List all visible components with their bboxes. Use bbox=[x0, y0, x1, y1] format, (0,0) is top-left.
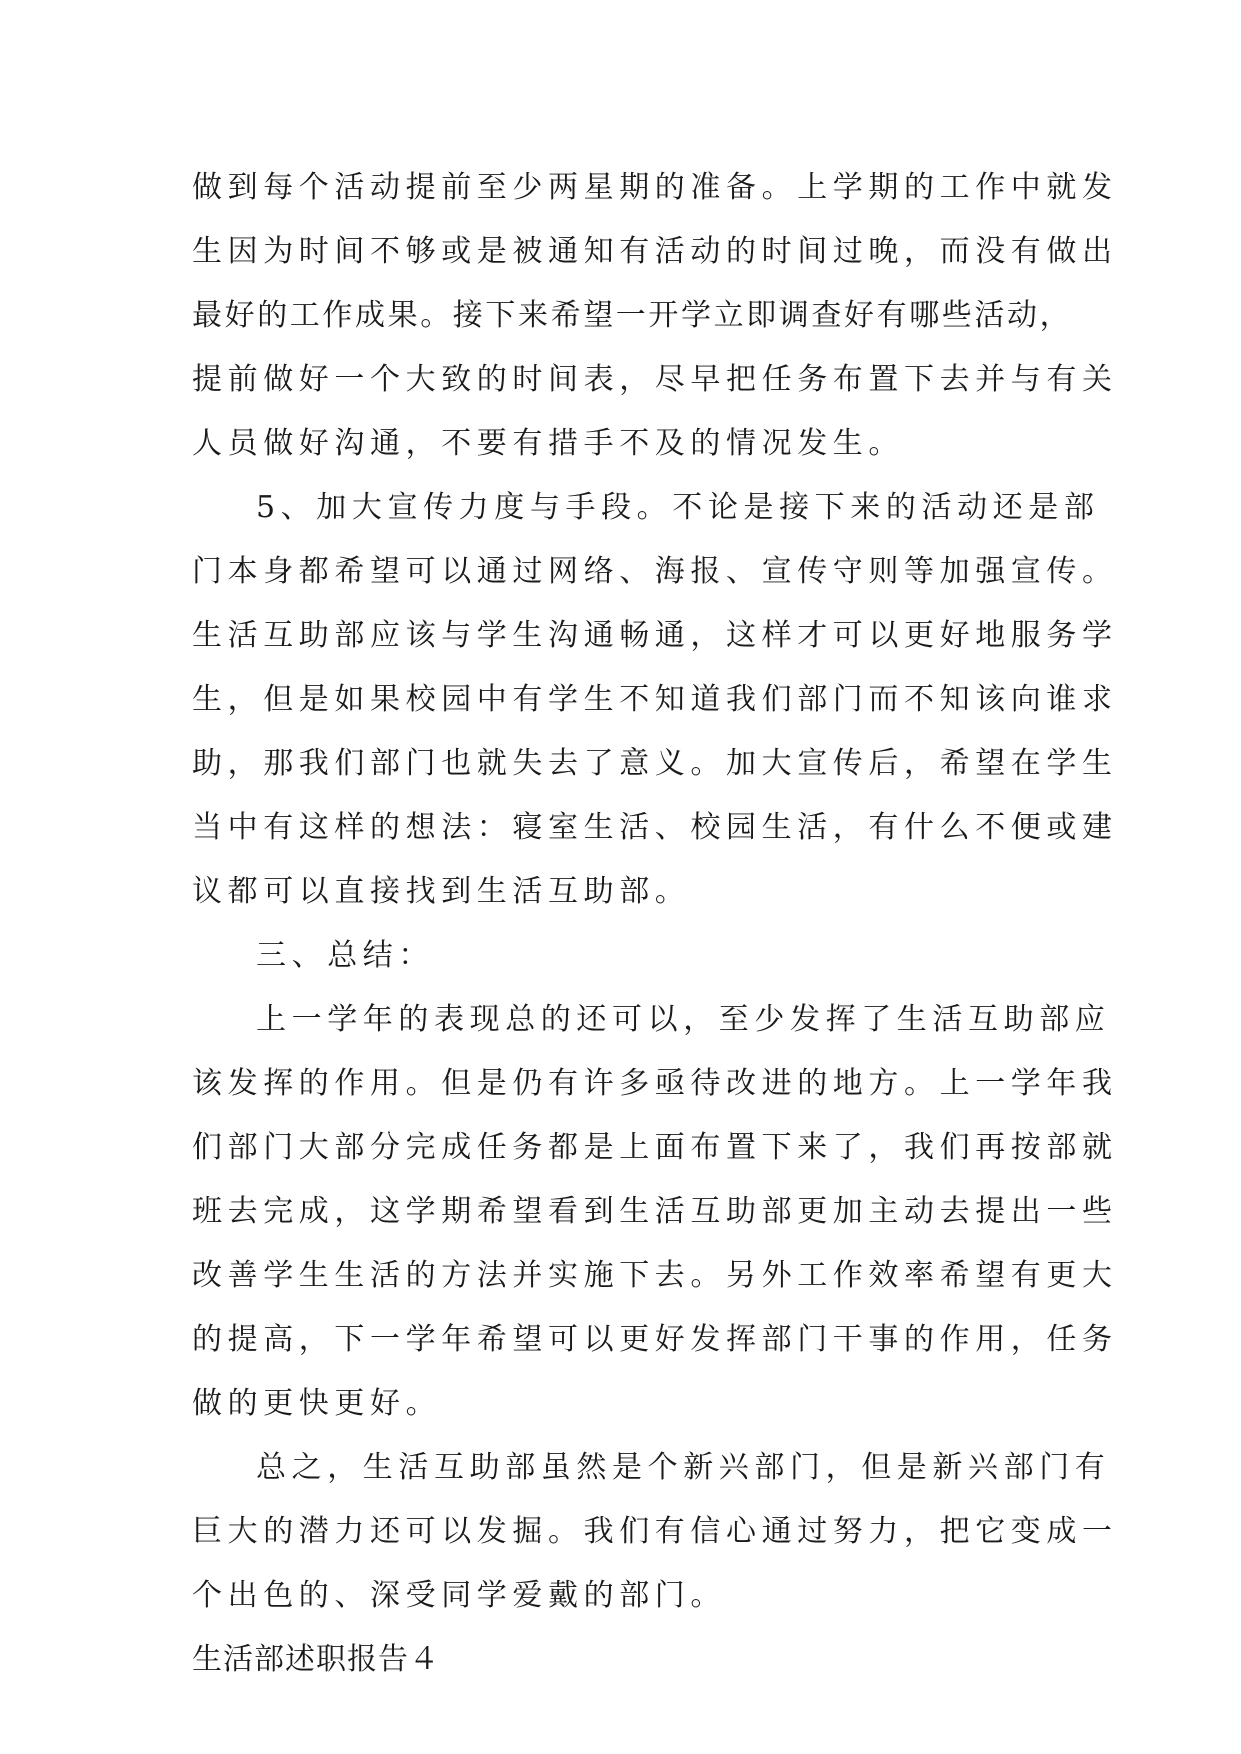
body-text-line: 5、加大宣传力度与手段。不论是接下来的活动还是部 bbox=[256, 490, 1100, 525]
body-text-line: 该发挥的作用。但是仍有许多亟待改进的地方。上一学年我 bbox=[192, 1066, 1118, 1101]
body-text-line: 巨大的潜力还可以发掘。我们有信心通过努力，把它变成一 bbox=[192, 1514, 1118, 1549]
body-text-line: 的提高，下一学年希望可以更好发挥部门干事的作用，任务 bbox=[192, 1322, 1118, 1357]
section-heading: 三、总结： bbox=[256, 938, 434, 973]
body-text-line: 总之，生活互助部虽然是个新兴部门，但是新兴部门有 bbox=[256, 1450, 1111, 1485]
body-text-line: 议都可以直接找到生活互助部。 bbox=[192, 874, 691, 909]
body-text-line: 门本身都希望可以通过网络、海报、宣传守则等加强宣传。 bbox=[192, 554, 1118, 589]
body-text-line: 人员做好沟通，不要有措手不及的情况发生。 bbox=[192, 426, 904, 461]
body-text-line: 上一学年的表现总的还可以，至少发挥了生活互助部应 bbox=[256, 1002, 1111, 1037]
body-text-line: 做到每个活动提前至少两星期的准备。上学期的工作中就发 bbox=[192, 170, 1118, 205]
body-text-line: 生因为时间不够或是被通知有活动的时间过晚，而没有做出 bbox=[192, 234, 1118, 269]
body-text-line: 班去完成，这学期希望看到生活互助部更加主动去提出一些 bbox=[192, 1194, 1118, 1229]
body-text-line: 个出色的、深受同学爱戴的部门。 bbox=[192, 1578, 726, 1613]
body-text-line: 助，那我们部门也就失去了意义。加大宣传后，希望在学生 bbox=[192, 746, 1118, 781]
body-text-line: 当中有这样的想法：寝室生活、校园生活，有什么不便或建 bbox=[192, 810, 1118, 845]
body-text-line: 提前做好一个大致的时间表，尽早把任务布置下去并与有关 bbox=[192, 362, 1118, 397]
body-text-line: 生活互助部应该与学生沟通畅通，这样才可以更好地服务学 bbox=[192, 618, 1118, 653]
body-text-line: 改善学生生活的方法并实施下去。另外工作效率希望有更大 bbox=[192, 1258, 1118, 1293]
body-text-line: 们部门大部分完成任务都是上面布置下来了，我们再按部就 bbox=[192, 1130, 1118, 1165]
body-text-line: 做的更快更好。 bbox=[192, 1386, 442, 1421]
body-text-line: 生，但是如果校园中有学生不知道我们部门而不知该向谁求 bbox=[192, 682, 1118, 717]
body-text-line: 最好的工作成果。接下来希望一开学立即调查好有哪些活动， bbox=[192, 298, 1073, 333]
report-title: 生活部述职报告４ bbox=[192, 1642, 440, 1677]
